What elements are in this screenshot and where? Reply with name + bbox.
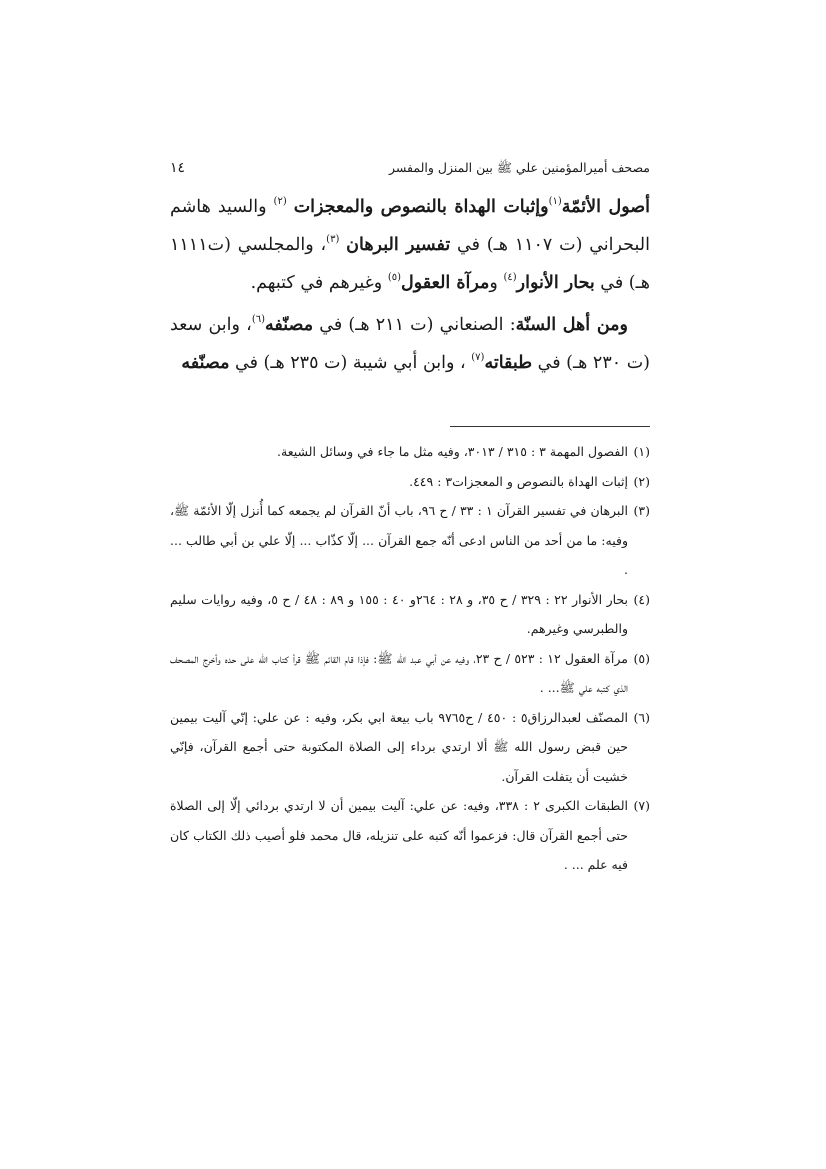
footnote-text: البرهان في تفسير القرآن ١ : ٣٣ / ح ٩٦، باب أنّ القرآن لم يجمعه كما أُنزل إلّا الأئمّة ﷺ، وفيه: ما من أحد من الناس ادعى أنّه جمع القرآن ... إلّا كذّاب ... إلّا علي بن أبي طالب ... . (170, 503, 628, 577)
book-name: وإثبات الهداة بالنصوص والمعجزات (293, 197, 549, 217)
text-run: ، وابن سعد (ت ٢٣٠ هـ) في (170, 315, 650, 373)
text-run: : الصنعاني (ت ٢١١ هـ) في (313, 315, 516, 335)
page-number: ١٤ (170, 160, 186, 176)
footnote (170, 437, 650, 467)
footnote-text: الطبقات الكبرى ٢ : ٣٣٨، وفيه: عن علي: آليت بيمين أن لا ارتدي بردائي إلّا إلى الصلاة حتى أجمع القرآن قال: فزعموا أنّه كتبه على تنزيله، قال محمد فلو أصيب ذلك الكتاب كان فيه علم ... . (170, 798, 628, 872)
footnote (170, 467, 650, 497)
footnote-number: (٦) (633, 709, 650, 725)
footnote-number: (٥) (633, 650, 650, 666)
footnote-text: بحار الأنوار ٢٢ : ٣٢٩ / ح ٣٥، و ٢٨ : ٢٦٤و ٤٠ : ١٥٥ و ٨٩ : ٤٨ / ح ٥، وفيه روايات سليم والطبرسي وغيرهم. (170, 591, 628, 636)
paragraph-2 (170, 306, 650, 382)
footnote-ref: (١) (548, 196, 562, 207)
footnote-ref: (٧) (471, 352, 485, 363)
footnote-ref: (٥) (387, 272, 402, 283)
footnote (170, 496, 650, 585)
footnote-ref: (٣) (326, 234, 340, 245)
text-run: والسيد هاشم البحراني (ت ١١٠٧ هـ) في (170, 197, 650, 255)
footnote-text: المصنّف لعبدالرزاق٥ : ٤٥٠ / ح٩٧٦٥ باب بيعة ابي بكر، وفيه : عن علي: إنّي آليت بيمين حين قبض رسول الله ﷺ ألا ارتدي برداء إلى الصلاة المكتوبة حتى أجمع القرآن، فإنّي خشيت أن يتفلت القرآن. (170, 709, 628, 784)
paragraph-1 (170, 188, 650, 302)
text-run: وغيرهم في كتبهم. (250, 273, 388, 293)
book-name: طبقاته (484, 353, 533, 373)
footnote (170, 791, 650, 880)
footnote-text: إثبات الهداة بالنصوص و المعجزات٣ : ٤٤٩. (409, 473, 628, 489)
running-header (170, 160, 650, 182)
footnote-divider (450, 426, 650, 427)
footnote-number: (١) (633, 444, 650, 459)
footnote (170, 585, 650, 644)
footnote-number: (٣) (633, 503, 650, 518)
heading-phrase: ومن أهل السنّة (515, 315, 628, 335)
book-name: مرآة العقول (401, 273, 490, 293)
book-name: بحار الأنوار (516, 273, 595, 293)
footnote (170, 703, 650, 792)
text-run: ، والمجلسي (ت١١١١ هـ) في (170, 235, 650, 293)
footnotes (170, 437, 650, 880)
footnote-number: (٤) (633, 591, 650, 607)
book-name: أصول الأئمّة (561, 197, 650, 217)
book-name: مصنّفه (181, 353, 230, 373)
text-run: و (489, 273, 504, 293)
footnote-ref: (٤) (503, 272, 517, 283)
text-run: ، وابن أبي شيبة (ت ٢٣٥ هـ) في (229, 353, 472, 373)
footnote-text: مرآة العقول ١٢ : ٥٢٣ / ح ٢٣، وفيه عن أبي عبد الله ﷺ: فإذا قام القائم ﷺ قرأ كتاب الله على حده وأخرج المصحف الذي كتبه علي ﷺ... . (170, 650, 628, 695)
footnote-ref: (٢) (273, 196, 287, 207)
footnote-ref: (٦) (251, 314, 265, 325)
document-page (170, 160, 650, 880)
footnote-number: (٢) (633, 473, 650, 489)
book-name: مصنّفه (265, 315, 314, 335)
book-name: تفسير البرهان (346, 235, 451, 255)
footnote-text: الفصول المهمة ٣ : ٣١٥ / ٣٠١٣، وفيه مثل ما جاء في وسائل الشيعة. (277, 444, 628, 459)
footnote (170, 644, 650, 703)
main-text (170, 188, 650, 382)
footnote-number: (٧) (633, 798, 650, 813)
book-title: مصحف أميرالمؤمنين علي ﷺ بين المنزل والمفسر (389, 160, 650, 175)
